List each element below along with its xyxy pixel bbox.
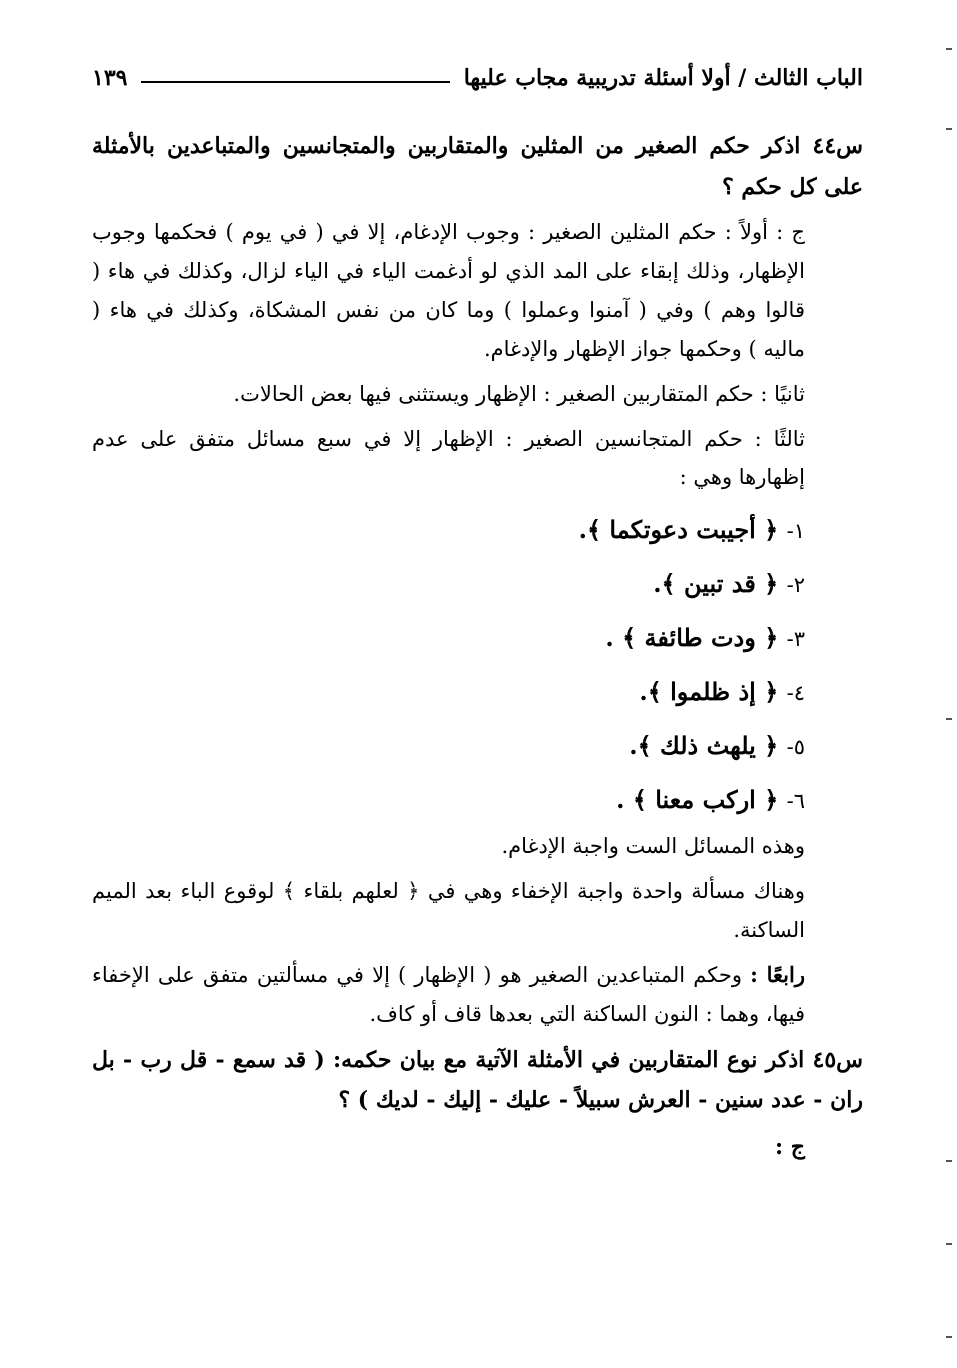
list-item-number: ٥- xyxy=(786,735,805,760)
list-item-text: ﴿ قد تبين ﴾. xyxy=(653,569,779,599)
list-item-number: ٢- xyxy=(786,573,805,598)
list-item-text: ﴿ اركب معنا ﴾ . xyxy=(616,785,779,815)
answer-45-label: ج : xyxy=(775,1133,805,1160)
question-45: س٤٥ اذكر نوع المتقاربين في الأمثلة الآتية مع بيان حكمه: ( قد سمع - قل رب - بل ران - عدد سنين - العرش سبيلاً - عليك - إليك - لديك ) ؟ xyxy=(92,1046,863,1114)
edge-mark xyxy=(946,718,952,720)
list-item xyxy=(92,611,863,665)
page-number: ١٣٩ xyxy=(92,65,128,91)
list-item xyxy=(92,719,863,773)
fourth-label: رابعًا : xyxy=(750,961,805,987)
edge-mark xyxy=(946,1336,952,1338)
list-item-number: ٣- xyxy=(786,627,805,652)
exceptions-list xyxy=(92,503,863,827)
list-item-text: ﴿ ودت طائفة ﴾ . xyxy=(605,623,779,653)
answer-44-second: ثانيًا : حكم المتقاربين الصغير : الإظهار ويستثنى فيها بعض الحالات. xyxy=(233,381,805,406)
edge-mark xyxy=(946,48,952,50)
edge-mark xyxy=(946,1243,952,1245)
page-header xyxy=(92,58,863,98)
answer-44-ikhfa: وهناك مسألة واحدة واجبة الإخفاء وهي في ﴿ لعلهم بلقاء ﴾ لوقوع الباء بعد الميم الساكنة. xyxy=(92,879,805,942)
answer-44-summary: وهذه المسائل الست واجبة الإدغام. xyxy=(501,834,805,859)
chapter-title: الباب الثالث / أولا أسئلة تدريبية مجاب عليها xyxy=(463,65,863,91)
edge-mark xyxy=(946,128,952,130)
list-item xyxy=(92,503,863,557)
list-item xyxy=(92,773,863,827)
fourth-text: وحكم المتباعدين الصغير هو ( الإظهار ) إلا في مسألتين متفق على الإخفاء فيها، وهما : النون الساكنة التي بعدها قاف أو كاف. xyxy=(92,962,805,1026)
page-body xyxy=(92,126,863,1174)
answer-44-fourth xyxy=(92,956,863,1034)
answer-44-first: ج : أولاً : حكم المثلين الصغير : وجوب الإدغام، إلا في ( في يوم ) فحكمها وجوب الإظهار، وذلك إبقاء على المد الذي لو أدغمت الياء في الياء لزال، وكذلك في هاء ( قالوا وهم ) وفي ( آمنوا وعملوا ) وما كان من نفس المشكاة، وكذلك في هاء ( ماليه ) وحكمها جواز الإظهار والإدغام. xyxy=(92,220,805,361)
list-item-number: ٦- xyxy=(786,789,805,814)
list-item-number: ٤- xyxy=(786,681,805,706)
question-44: س٤٤ اذكر حكم الصغير من المثلين والمتقاربين والمتجانسين والمتباعدين بالأمثلة على كل حكم ؟ xyxy=(92,133,863,200)
answer-44-third: ثالثًا : حكم المتجانسين الصغير : الإظهار إلا في سبع مسائل متفق على عدم إظهارها وهي : xyxy=(92,426,805,490)
edge-mark xyxy=(946,1160,952,1162)
list-item-number: ١- xyxy=(786,519,805,544)
list-item-text: ﴿ أجيبت دعوتكما ﴾. xyxy=(578,515,779,545)
list-item xyxy=(92,665,863,719)
list-item-text: ﴿ يلهث ذلك ﴾. xyxy=(629,731,779,761)
list-item-text: ﴿ إذ ظلموا ﴾. xyxy=(639,677,779,707)
header-rule xyxy=(141,81,449,83)
list-item xyxy=(92,557,863,611)
